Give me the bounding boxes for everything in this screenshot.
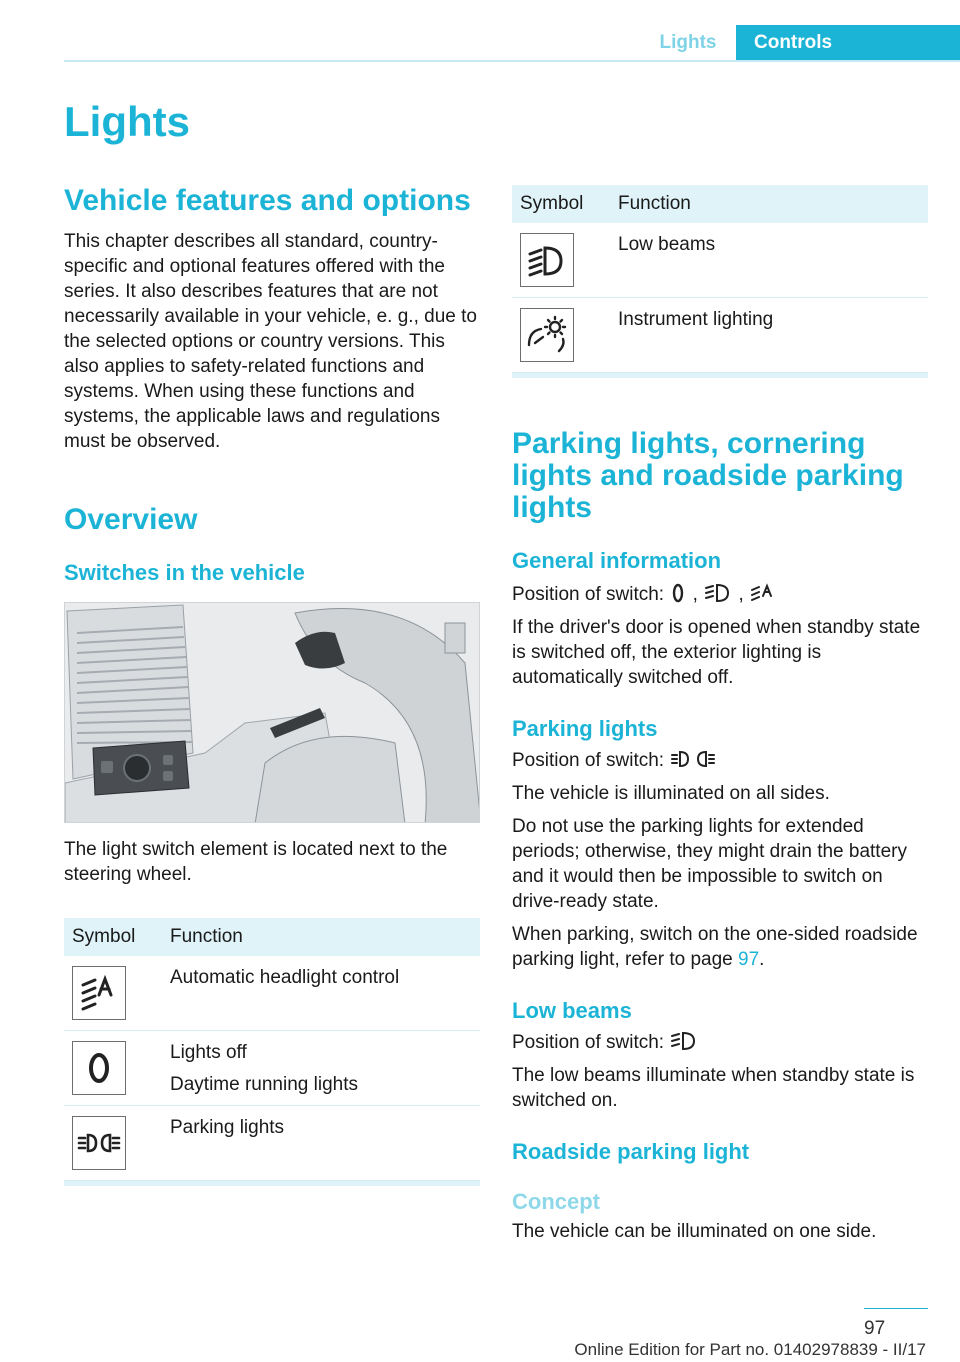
general-info-heading: General information	[512, 548, 722, 573]
light-switch-panel-graphic	[93, 741, 189, 795]
parking-lights-text-3-prefix: When parking, switch on the one-sided roadside parking light, refer to page	[512, 924, 918, 970]
general-info-body: If the driver's door is opened when standby state is switched off, the exterior lighting is automatically switched off.	[512, 617, 921, 688]
separator: ,	[692, 584, 698, 605]
column-header-function: Function	[170, 918, 480, 956]
vehicle-features-heading: Vehicle features and options	[64, 184, 471, 217]
function-text: Low beams	[618, 234, 716, 255]
page-number: 97	[864, 1318, 886, 1339]
table-row	[512, 223, 928, 298]
symbol-table-right	[512, 185, 928, 373]
function-text: Lights off	[170, 1042, 247, 1063]
roadside-parking-heading: Roadside parking light	[512, 1139, 750, 1164]
dashboard-illustration	[65, 603, 480, 823]
position-label: Position of switch:	[512, 1032, 665, 1053]
position-label: Position of switch:	[512, 584, 665, 605]
function-cell	[618, 223, 928, 298]
low-beams-body: The low beams illuminate when standby state is switched on.	[512, 1065, 915, 1111]
table-row	[64, 1106, 480, 1181]
header-section-label: Lights	[659, 32, 717, 53]
parking-position-line	[512, 748, 928, 773]
symbol-cell	[64, 956, 170, 1031]
concept-heading: Concept	[512, 1189, 600, 1214]
low-beams-icon	[705, 582, 731, 604]
column-header-symbol: Symbol	[64, 918, 170, 956]
table-row	[64, 1031, 480, 1106]
symbol-cell	[64, 1106, 170, 1181]
table-header-row	[64, 918, 480, 956]
function-cell	[170, 956, 480, 1031]
column-header-function: Function	[618, 185, 928, 223]
parking-lights-icon	[72, 1116, 126, 1170]
low-beams-position-line	[512, 1030, 928, 1055]
parking-lights-heading: Parking lights	[512, 716, 658, 741]
function-text: Automatic headlight control	[170, 967, 400, 988]
function-text: Daytime running lights	[170, 1074, 358, 1095]
edition-note: Online Edition for Part no. 01402978839 - II/17	[574, 1340, 926, 1359]
symbol-cell	[512, 298, 618, 373]
table-row	[512, 298, 928, 373]
lights-off-icon	[72, 1041, 126, 1095]
concept-body: The vehicle can be illuminated on one side.	[512, 1221, 877, 1242]
column-header-symbol: Symbol	[512, 185, 618, 223]
parking-lights-text-2: Do not use the parking lights for extended periods; otherwise, they might drain the battery and it would then be impossible to switch on drive-ready state.	[512, 816, 907, 912]
page-title: Lights	[64, 98, 190, 145]
symbol-cell	[64, 1031, 170, 1106]
light-switch-photo	[64, 602, 480, 823]
right-column	[512, 185, 928, 1244]
table-header-row	[512, 185, 928, 223]
position-label: Position of switch:	[512, 750, 665, 771]
general-position-line	[512, 582, 928, 607]
left-column	[64, 185, 480, 1186]
symbol-cell	[512, 223, 618, 298]
parking-lights-text-3-suffix: .	[759, 949, 765, 970]
automatic-headlight-icon	[72, 966, 126, 1020]
parking-lights-icon	[671, 748, 715, 770]
header-chapter-label: Controls	[736, 25, 960, 61]
function-text: Instrument lighting	[618, 309, 774, 330]
header-tabs	[640, 25, 960, 61]
vehicle-features-body: This chapter describes all standard, country-specific and optional features offered with the series. It also describes features that are not necessarily available in your vehicle, e. g., due to the selected options or country versions. This also applies to safety-related functions and systems. When using these functions and systems, the applicable laws and regulations must be observed.	[64, 231, 477, 452]
footer-divider	[864, 1308, 928, 1309]
parking-lights-text-1: The vehicle is illuminated on all sides.	[512, 783, 830, 804]
page-reference-link[interactable]: 97	[738, 949, 760, 970]
symbol-table-left	[64, 918, 480, 1181]
switches-subheading: Switches in the vehicle	[64, 560, 305, 585]
parking-lights-text-3	[512, 922, 928, 972]
header-divider	[64, 60, 960, 62]
separator: ,	[738, 584, 744, 605]
table-end-bar	[512, 373, 928, 378]
function-cell	[170, 1106, 480, 1181]
table-row	[64, 956, 480, 1031]
function-cell	[170, 1031, 480, 1106]
instrument-lighting-icon	[520, 308, 574, 362]
low-beams-heading: Low beams	[512, 998, 632, 1023]
parking-section-heading: Parking lights, cornering lights and roadside parking lights	[512, 427, 904, 524]
table-end-bar	[64, 1181, 480, 1186]
automatic-headlight-icon	[751, 582, 777, 604]
low-beams-icon	[520, 233, 574, 287]
lights-off-icon	[671, 582, 685, 604]
function-text: Parking lights	[170, 1117, 285, 1138]
low-beams-icon	[671, 1030, 697, 1052]
switch-location-caption: The light switch element is located next to the steering wheel.	[64, 839, 448, 885]
overview-heading: Overview	[64, 503, 198, 536]
function-cell	[618, 298, 928, 373]
